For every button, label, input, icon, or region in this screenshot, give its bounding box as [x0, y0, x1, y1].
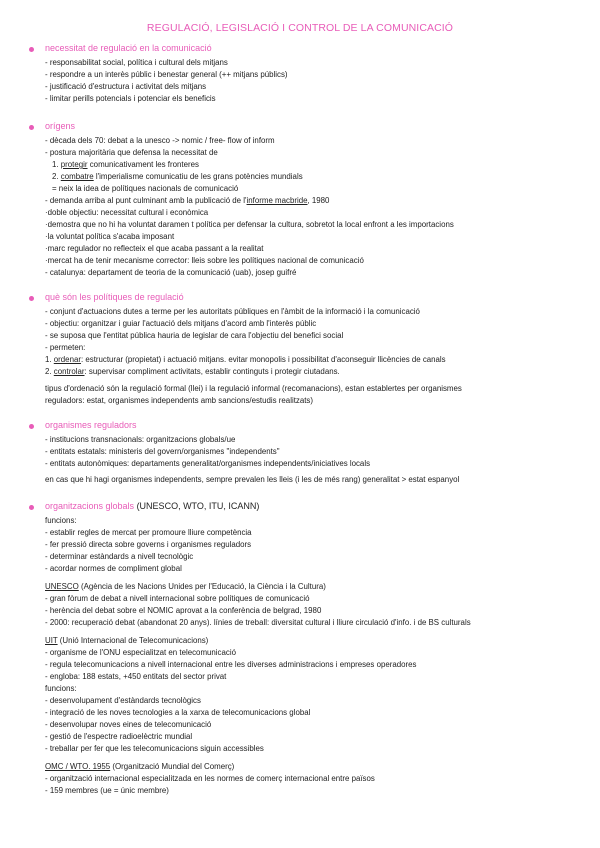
text-line: - integració de les noves tecnologies a la xarxa de telecomunicacions global [45, 708, 311, 717]
section-regulation-policies [0, 292, 600, 407]
underlined-term: informe macbride [246, 196, 308, 205]
bullet-icon [29, 47, 34, 52]
text-line: ·demostra que no hi ha voluntat daramen t política per defensar la cultura, sobretot la local enfront a les importacions [45, 220, 454, 229]
text-line: tipus d'ordenació són la regulació formal (llei) i la regulació informal (recomanacions), estan establertes per organismes [45, 384, 462, 393]
text-line: - institucions transnacionals: organitzacions globals/ue [45, 435, 236, 444]
text-fragment: (Unió Internacional de Telecomunicacions) [57, 636, 209, 645]
text-line: - desenvolupament d'estàndards tecnològics [45, 696, 201, 705]
text-line: - catalunya: departament de teoria de la comunicació (uab), josep guifré [45, 268, 297, 277]
text-line: - entitats estatals: ministeris del govern/organismes "independents" [45, 447, 280, 456]
text-line: - postura majoritària que defensa la necessitat de [45, 148, 218, 157]
section-heading [0, 121, 600, 135]
text-line: ·marc regulador no reflecteix el que acaba passant a la realitat [45, 244, 264, 253]
bullet-icon [29, 296, 34, 301]
text-line [0, 354, 600, 366]
section-origins [0, 121, 600, 279]
text-fragment: (Agència de les Nacions Unides per l'Educació, la Ciència i la Cultura) [78, 582, 326, 591]
list-number: 2. [45, 367, 54, 376]
text-line [0, 581, 600, 593]
section-heading [0, 292, 600, 306]
text-fragment: : supervisar compliment activitats, establir continguts i protegir ciutadans. [84, 367, 340, 376]
text-line: - permeten: [45, 343, 86, 352]
heading-label: organitzacions globals [45, 501, 135, 511]
text-fragment: : estructurar (propietat) i actuació mitjans. evitar monopolis i possibilitat d'aconseguir llicències de canals [80, 355, 446, 364]
text-line: funcions: [45, 516, 77, 525]
text-line: - acordar normes de compliment global [45, 564, 182, 573]
text-fragment: , 1980 [307, 196, 330, 205]
text-line: - organització internacional especialitzada en les normes de comerç internacional entre països [45, 774, 375, 783]
section-regulation-need [0, 43, 600, 105]
text-line: ·mercat ha de tenir mecanisme corrector: lleis sobre les polítiques nacional de comunicació [45, 256, 364, 265]
text-line: - herència del debat sobre el NOMIC aprovat a la conferència de belgrad, 1980 [45, 606, 322, 615]
text-line: = neix la idea de polítiques nacionals de comunicació [52, 184, 239, 193]
underlined-term: controlar [53, 367, 85, 376]
section-heading [0, 43, 600, 57]
bullet-icon [29, 125, 34, 130]
text-line: reguladors: estat, organismes independents amb sancions/estudis realitzats) [45, 396, 313, 405]
text-line: - entitats autonòmiques: departaments generalitat/organismes independents/iniciatives locals [45, 459, 371, 468]
text-line: 2. combatre l'imperialisme comunicatiu de les grans potències mundials [52, 172, 303, 181]
text-fragment: (Organització Mundial del Comerç) [110, 762, 235, 771]
text-line: en cas que hi hagi organismes independents, sempre prevalen les lleis (i les de més rang) generalitat > estat espanyol [45, 475, 460, 484]
text-line: - engloba: 188 estats, +450 entitats del sector privat [45, 672, 227, 681]
underlined-term: protegir [60, 160, 88, 169]
text-line: ·la voluntat política s'acaba imposant [45, 232, 175, 241]
text-line: - dècada dels 70: debat a la unesco -> nomic / free- flow of inform [45, 136, 275, 145]
text-line: - determinar estàndards a nivell tecnològic [45, 552, 194, 561]
section-heading [0, 420, 600, 434]
bullet-icon [29, 505, 34, 510]
text-line: - limitar perills potencials i potenciar els beneficis [45, 94, 216, 103]
text-line: - conjunt d'actuacions dutes a terme per les autoritats públiques en l'àmbit de la informació i la comunicació [45, 307, 420, 316]
list-number: 1. [45, 355, 54, 364]
text-line: - gestió de l'espectre radioelèctric mundial [45, 732, 193, 741]
text-line: - justificació d'estructura i activitat dels mitjans [45, 82, 207, 91]
section-regulatory-bodies [0, 420, 600, 486]
underlined-term: combatre [60, 172, 94, 181]
heading-text: orígens [45, 121, 76, 131]
text-line: ·doble objectiu: necessitat cultural i econòmica [45, 208, 209, 217]
heading-extra: (UNESCO, WTO, ITU, ICANN) [134, 501, 260, 511]
text-line [0, 366, 600, 378]
org-name: UNESCO [45, 582, 79, 591]
text-line: - establir regles de mercat per promoure lliure competència [45, 528, 252, 537]
text-fragment: l'imperialisme comunicatiu de les grans potències mundials [93, 172, 303, 181]
text-line: - 2000: recuperació debat (abandonat 20 anys). línies de treball: diversitat cultural i lliure circulació d'info. i de BS culturals [45, 618, 471, 627]
text-line: - fer pressió directa sobre governs i organismes reguladors [45, 540, 252, 549]
bullet-icon [29, 424, 34, 429]
text-line: - objectiu: organitzar i guiar l'actuació dels mitjans d'acord amb l'interès públic [45, 319, 317, 328]
text-line: - responsabilitat social, política i cultural dels mitjans [45, 58, 228, 67]
text-line: - respondre a un interès públic i benestar general (++ mitjans públics) [45, 70, 288, 79]
heading-text: organismes reguladors [45, 420, 137, 430]
heading-text: què són les polítiques de regulació [45, 292, 184, 302]
text-line: - organisme de l'ONU especialitzat en telecomunicació [45, 648, 236, 657]
section-heading [0, 501, 600, 515]
text-line: - desenvolupar noves eines de telecomunicació [45, 720, 212, 729]
heading-text: necessitat de regulació en la comunicació [45, 43, 212, 53]
text-line: - regula telecomunicacions a nivell internacional entre les diverses administracions i empreses operadores [45, 660, 417, 669]
text-line: 1. protegir comunicativament les fronteres [52, 160, 199, 169]
text-line: - gran fòrum de debat a nivell internacional sobre polítiques de comunicació [45, 594, 310, 603]
org-name: UIT [45, 636, 58, 645]
text-line: - 159 membres (ue = únic membre) [45, 786, 169, 795]
text-line: funcions: [45, 684, 77, 693]
text-fragment: comunicativament les fronteres [87, 160, 199, 169]
text-fragment: - demanda arriba al punt culminant amb la publicació de l' [45, 196, 247, 205]
text-line [0, 195, 600, 207]
text-line [0, 761, 600, 773]
heading-text [45, 501, 259, 511]
section-global-organizations [0, 501, 600, 797]
page-title: REGULACIÓ, LEGISLACIÓ I CONTROL DE LA COMUNICACIÓ [146, 22, 454, 34]
underlined-term: ordenar [53, 355, 81, 364]
text-line: - treballar per fer que les telecomunicacions siguin accessibles [45, 744, 264, 753]
org-name: OMC / WTO. 1955 [45, 762, 111, 771]
text-line [0, 635, 600, 647]
text-line: - se suposa que l'entitat pública hauria de legislar de cara l'objectiu del benefici social [45, 331, 344, 340]
